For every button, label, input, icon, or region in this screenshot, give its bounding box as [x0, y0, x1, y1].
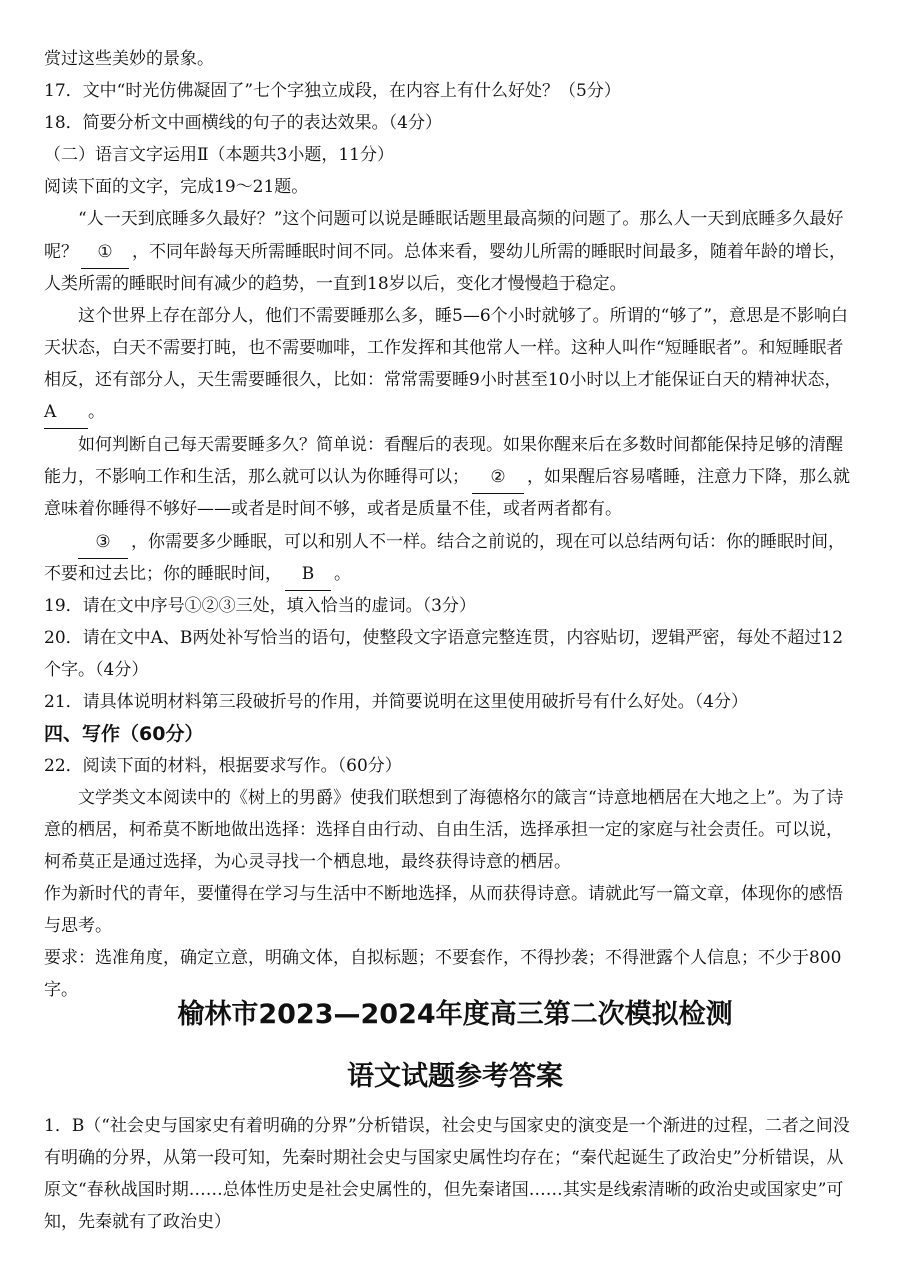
passage-line	[44, 396, 105, 428]
material-line: 作为新时代的青年，要懂得在学习与生活中不断地选择，从而获得诗意。请就此写一篇文章，体现你的感悟	[44, 884, 843, 904]
question-20-cont: 个字。（4分）	[44, 660, 149, 680]
question-17: 17．文中“时光仿佛凝固了”七个字独立成段，在内容上有什么好处？（5分）	[44, 81, 621, 101]
passage-line: 意味着你睡得不够好——或者是时间不够，或者是质量不佳，或者两者都有。	[44, 499, 622, 519]
question-18: 18．简要分析文中画横线的句子的表达效果。（4分）	[44, 113, 442, 133]
passage-text: 能力，不影响工作和生活，那么就可以认为你睡得可以；	[44, 467, 469, 487]
answer-1: 1．B（“社会史与国家史有着明确的分界”分析错误，社会史与国家史的演变是一个渐进的过程，二者之间没	[44, 1116, 850, 1136]
blank-2: ②	[472, 461, 524, 494]
blank-b: B	[285, 558, 331, 591]
answer-1-cont: 原文“春秋战国时期……总体性历史是社会史属性的，但先秦诸国……其实是线索清晰的政治史或国家史”可	[44, 1180, 844, 1200]
material-line: 文学类文本阅读中的《树上的男爵》使我们联想到了海德格尔的箴言“诗意地栖居在大地之上”。为了诗	[78, 788, 844, 808]
passage-line	[44, 558, 351, 590]
blank-a: A	[44, 396, 88, 429]
passage-text: 不要和过去比；你的睡眠时间，	[44, 564, 282, 584]
section-4-heading: 四、写作（60分）	[44, 723, 204, 745]
section-heading: （二）语言文字运用Ⅱ（本题共3小题，11分）	[44, 145, 395, 165]
passage-line: “人一天到底睡多久最好？”这个问题可以说是睡眠话题里最高频的问题了。那么人一天到底睡多久最好	[78, 209, 844, 229]
question-19: 19．请在文中序号①②③三处，填入恰当的虚词。（3分）	[44, 596, 476, 616]
blank-3: ③	[78, 526, 128, 559]
requirements-cont: 字。	[44, 980, 78, 1000]
passage-line	[44, 526, 845, 558]
answer-title: 榆林市2023—2024年度高三第二次模拟检测	[177, 999, 733, 1030]
passage-text: 呢？	[44, 242, 78, 262]
passage-text: ，你需要多少睡眠，可以和别人不一样。结合之前说的，现在可以总结两句话：你的睡眠时间，	[131, 532, 845, 552]
instruction: 阅读下面的文字，完成19～21题。	[44, 177, 309, 197]
passage-line: 人类所需的睡眠时间有减少的趋势，一直到18岁以后，变化才慢慢趋于稳定。	[44, 274, 627, 294]
answer-1-cont: 知，先秦就有了政治史）	[44, 1212, 231, 1232]
passage-text: ，如果醒后容易嗜睡，注意力下降，那么就	[527, 467, 850, 487]
material-line: 意的栖居，柯希莫不断地做出选择：选择自由行动、自由生活，选择承担一定的家庭与社会责任。可以说，	[44, 820, 843, 840]
question-22: 22．阅读下面的材料，根据要求写作。（60分）	[44, 756, 402, 776]
passage-text: 。	[334, 564, 351, 584]
passage-line: 相反，还有部分人，天生需要睡很久，比如：常常需要睡9小时甚至10小时以上才能保证白天的精神状态，	[44, 370, 842, 390]
question-21: 21．请具体说明材料第三段破折号的作用，并简要说明在这里使用破折号有什么好处。（4分）	[44, 692, 748, 712]
passage-text: ，不同年龄每天所需睡眠时间不同。总体来看，婴幼儿所需的睡眠时间最多，随着年龄的增长，	[132, 242, 846, 262]
material-line: 与思考。	[44, 916, 112, 936]
answer-subtitle: 语文试题参考答案	[347, 1061, 563, 1092]
passage-line: 天状态，白天不需要打盹，也不需要咖啡，工作发挥和其他常人一样。这种人叫作“短睡眠者”。和短睡眠者	[44, 338, 844, 358]
requirements: 要求：选准角度，确定立意，明确文体，自拟标题；不要套作，不得抄袭；不得泄露个人信息；不少于800	[44, 948, 842, 968]
passage-line: 这个世界上存在部分人，他们不需要睡那么多，睡5—6个小时就够了。所谓的“够了”，意思是不影响白	[78, 306, 849, 326]
text-line: 赏过这些美妙的景象。	[44, 49, 214, 69]
question-20: 20．请在文中A、B两处补写恰当的语句，使整段文字语意完整连贯，内容贴切，逻辑严密，每处不超过12	[44, 628, 844, 648]
passage-line: 如何判断自己每天需要睡多久？简单说：看醒后的表现。如果你醒来后在多数时间都能保持足够的清醒	[78, 435, 843, 455]
passage-line	[44, 236, 846, 268]
passage-line	[44, 461, 850, 493]
material-line: 柯希莫正是通过选择，为心灵寻找一个栖息地，最终获得诗意的栖居。	[44, 852, 571, 872]
answer-1-cont: 有明确的分界，从第一段可知，先秦时期社会史与国家史属性均存在；“秦代起诞生了政治史”分析错误，从	[44, 1148, 844, 1168]
blank-1: ①	[81, 236, 129, 269]
passage-text: 。	[88, 402, 105, 422]
